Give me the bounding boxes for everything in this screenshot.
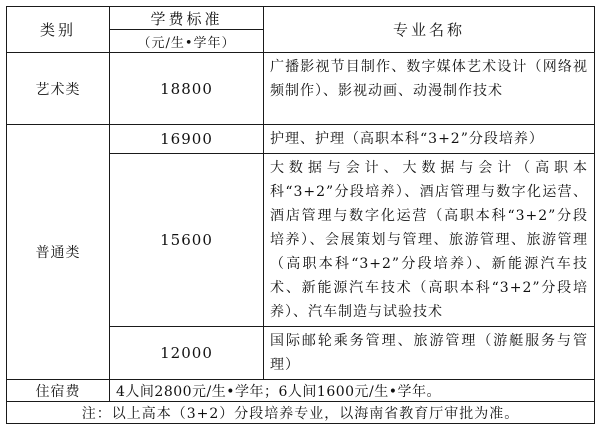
- majors-general-3: 国际邮轮乘务管理、旅游管理（游艇服务与管理）: [264, 327, 595, 380]
- fee-general-3: 12000: [110, 327, 264, 380]
- table-row-dorm: [7, 380, 595, 402]
- fee-art: 18800: [110, 53, 264, 125]
- header-fee-unit: （元/生•学年）: [110, 29, 263, 52]
- header-fee-title: 学费标准: [150, 9, 223, 28]
- header-majors: 专业名称: [264, 7, 595, 53]
- fee-general-2: 15600: [110, 154, 264, 327]
- tuition-fee-table: [6, 6, 595, 424]
- header-fee-cell: [110, 7, 264, 53]
- header-category: 类别: [7, 7, 110, 53]
- majors-general-2: 大数据与会计、大数据与会计（高职本科“3+2”分段培养）、酒店管理与数字化运营、酒店管理与数字化运营（高职本科“3+2”分段培养）、会展策划与管理、旅游管理、旅游管理（高职本科“3+2”分段培养）、新能源汽车技术、新能源汽车技术（高职本科“3+2”分段培养）、汽车制造与试验技术: [264, 154, 595, 327]
- dorm-value: 4人间2800元/生•学年；6人间1600元/生•学年。: [110, 380, 595, 402]
- dorm-label: 住宿费: [7, 380, 110, 402]
- table-row-general-1: [7, 125, 595, 154]
- majors-general-1: 护理、护理（高职本科“3+2”分段培养）: [264, 125, 595, 154]
- table-row-note: [7, 402, 595, 424]
- majors-art: 广播影视节目制作、数字媒体艺术设计（网络视频制作）、影视动画、动漫制作技术: [264, 53, 595, 125]
- category-art: 艺术类: [7, 53, 110, 125]
- category-general: 普通类: [7, 125, 110, 380]
- fee-general-1: 16900: [110, 125, 264, 154]
- table-row-art: [7, 53, 595, 125]
- table-footnote: 注：以上高本（3+2）分段培养专业，以海南省教育厅审批为准。: [7, 402, 595, 424]
- table-header-row: [7, 7, 595, 53]
